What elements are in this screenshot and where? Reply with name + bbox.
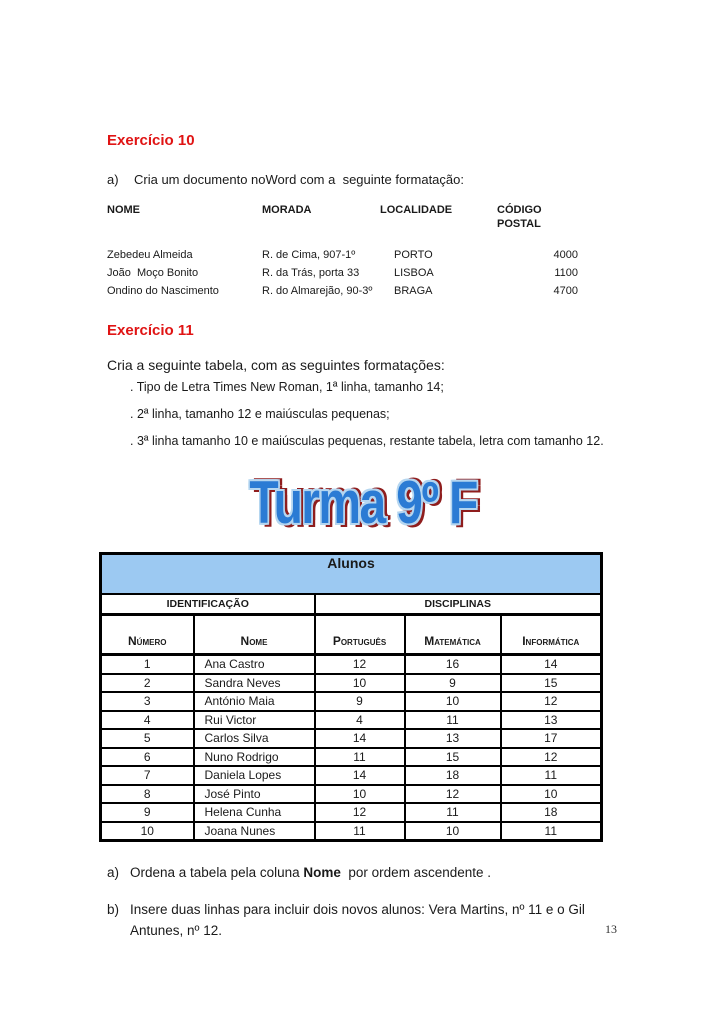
item-marker: a) bbox=[107, 172, 119, 187]
address-header-localidade: LOCALIDADE bbox=[380, 204, 453, 216]
cell-portugues: 12 bbox=[315, 803, 405, 822]
students-table bbox=[99, 552, 603, 842]
table-row bbox=[101, 692, 602, 711]
cell-portugues: 14 bbox=[315, 766, 405, 785]
group-header-identificacao: IDENTIFICAÇÃO bbox=[101, 594, 315, 615]
cell-portugues: 4 bbox=[315, 711, 405, 730]
cell-informatica: 11 bbox=[501, 822, 602, 841]
address-cell-localidade: PORTO bbox=[394, 249, 433, 261]
cell-matematica: 18 bbox=[405, 766, 501, 785]
cell-portugues: 14 bbox=[315, 729, 405, 748]
cell-nome: José Pinto bbox=[194, 785, 315, 804]
cell-informatica: 11 bbox=[501, 766, 602, 785]
cell-matematica: 9 bbox=[405, 674, 501, 693]
address-header-morada: MORADA bbox=[262, 204, 312, 216]
exercise-10-item-a-text: Cria um documento noWord com a seguinte formatação: bbox=[134, 172, 464, 187]
table-row bbox=[101, 729, 602, 748]
address-cell-localidade: BRAGA bbox=[394, 285, 433, 297]
table-row bbox=[101, 822, 602, 841]
table-row bbox=[101, 748, 602, 767]
cell-nome: Ana Castro bbox=[194, 655, 315, 674]
address-cell-codigo-postal: 4000 bbox=[553, 249, 578, 261]
cell-matematica: 15 bbox=[405, 748, 501, 767]
column-header-matematica: Matemática bbox=[405, 615, 501, 655]
exercise-10-item-a bbox=[107, 172, 620, 187]
cell-portugues: 10 bbox=[315, 785, 405, 804]
exercise-11-item-a-text: Ordena a tabela pela coluna Nome por ordem ascendente . bbox=[130, 865, 491, 880]
cell-portugues: 11 bbox=[315, 748, 405, 767]
exercise-11-item-a bbox=[107, 862, 620, 883]
cell-matematica: 16 bbox=[405, 655, 501, 674]
format-bullet-1: . Tipo de Letra Times New Roman, 1ª linha, tamanho 14; bbox=[130, 380, 444, 394]
cell-informatica: 13 bbox=[501, 711, 602, 730]
cell-informatica: 18 bbox=[501, 803, 602, 822]
address-cell-morada: R. da Trás, porta 33 bbox=[262, 267, 360, 279]
cell-nome: António Maia bbox=[194, 692, 315, 711]
format-bullet-2: . 2ª linha, tamanho 12 e maiúsculas pequenas; bbox=[130, 407, 390, 421]
exercise-11-title: Exercício 11 bbox=[107, 322, 194, 339]
address-cell-morada: R. de Cima, 907-1º bbox=[262, 249, 356, 261]
table-row bbox=[101, 766, 602, 785]
cell-matematica: 10 bbox=[405, 822, 501, 841]
exercise-11-item-b bbox=[107, 899, 620, 941]
cell-informatica: 17 bbox=[501, 729, 602, 748]
column-header-nome: Nome bbox=[194, 615, 315, 655]
cell-nome: Nuno Rodrigo bbox=[194, 748, 315, 767]
exercise-10-title: Exercício 10 bbox=[107, 132, 195, 149]
table-title: Alunos bbox=[101, 554, 602, 595]
cell-portugues: 10 bbox=[315, 674, 405, 693]
cell-informatica: 12 bbox=[501, 692, 602, 711]
cell-nome: Carlos Silva bbox=[194, 729, 315, 748]
cell-portugues: 11 bbox=[315, 822, 405, 841]
page-number: 13 bbox=[605, 922, 617, 936]
cell-nome: Daniela Lopes bbox=[194, 766, 315, 785]
cell-matematica: 13 bbox=[405, 729, 501, 748]
cell-matematica: 11 bbox=[405, 711, 501, 730]
cell-informatica: 12 bbox=[501, 748, 602, 767]
wordart-title: Turma 9º F bbox=[249, 469, 478, 536]
address-cell-morada: R. do Almarejão, 90-3º bbox=[262, 285, 373, 297]
address-header-nome: NOME bbox=[107, 204, 140, 216]
cell-numero: 6 bbox=[101, 748, 194, 767]
table-row bbox=[101, 674, 602, 693]
table-row bbox=[101, 711, 602, 730]
cell-numero: 2 bbox=[101, 674, 194, 693]
cell-matematica: 10 bbox=[405, 692, 501, 711]
cell-informatica: 15 bbox=[501, 674, 602, 693]
address-cell-nome: Ondino do Nascimento bbox=[107, 285, 219, 297]
cell-numero: 5 bbox=[101, 729, 194, 748]
cell-numero: 8 bbox=[101, 785, 194, 804]
table-title-row bbox=[101, 554, 602, 595]
table-row bbox=[101, 655, 602, 674]
page-content bbox=[107, 0, 620, 941]
cell-nome: Rui Victor bbox=[194, 711, 315, 730]
cell-portugues: 9 bbox=[315, 692, 405, 711]
table-column-header-row bbox=[101, 615, 602, 655]
cell-informatica: 14 bbox=[501, 655, 602, 674]
address-table bbox=[107, 203, 620, 300]
column-header-portugues: Português bbox=[315, 615, 405, 655]
exercise-11-item-b-text: Insere duas linhas para incluir dois novos alunos: Vera Martins, nº 11 e o Gil Antunes, nº 12. bbox=[130, 902, 585, 938]
address-cell-localidade: LISBOA bbox=[394, 267, 434, 279]
table-group-header-row bbox=[101, 594, 602, 615]
exercise-11-intro: Cria a seguinte tabela, com as seguintes formatações: bbox=[107, 357, 445, 373]
address-header-codigo-postal: CÓDIGO POSTAL bbox=[497, 204, 542, 230]
wordart-container bbox=[107, 471, 620, 537]
column-header-informatica: Informática bbox=[501, 615, 602, 655]
cell-nome: Joana Nunes bbox=[194, 822, 315, 841]
cell-numero: 10 bbox=[101, 822, 194, 841]
cell-numero: 4 bbox=[101, 711, 194, 730]
format-bullet-3: . 3ª linha tamanho 10 e maiúsculas pequenas, restante tabela, letra com tamanho 12. bbox=[130, 434, 604, 448]
address-table-gap bbox=[107, 231, 588, 246]
bold-word-nome: Nome bbox=[303, 865, 341, 880]
address-cell-codigo-postal: 1100 bbox=[554, 267, 578, 279]
cell-numero: 3 bbox=[101, 692, 194, 711]
address-cell-nome: Zebedeu Almeida bbox=[107, 249, 193, 261]
cell-matematica: 12 bbox=[405, 785, 501, 804]
table-row bbox=[101, 803, 602, 822]
item-marker: a) bbox=[107, 865, 120, 880]
cell-numero: 1 bbox=[101, 655, 194, 674]
cell-informatica: 10 bbox=[501, 785, 602, 804]
cell-numero: 7 bbox=[101, 766, 194, 785]
cell-portugues: 12 bbox=[315, 655, 405, 674]
address-cell-codigo-postal: 4700 bbox=[553, 285, 578, 297]
cell-nome: Helena Cunha bbox=[194, 803, 315, 822]
address-cell-nome: João Moço Bonito bbox=[107, 267, 199, 279]
cell-nome: Sandra Neves bbox=[194, 674, 315, 693]
cell-numero: 9 bbox=[101, 803, 194, 822]
column-header-numero: Número bbox=[101, 615, 194, 655]
item-marker: b) bbox=[107, 902, 120, 917]
table-row bbox=[101, 785, 602, 804]
cell-matematica: 11 bbox=[405, 803, 501, 822]
group-header-disciplinas: DISCIPLINAS bbox=[315, 594, 602, 615]
